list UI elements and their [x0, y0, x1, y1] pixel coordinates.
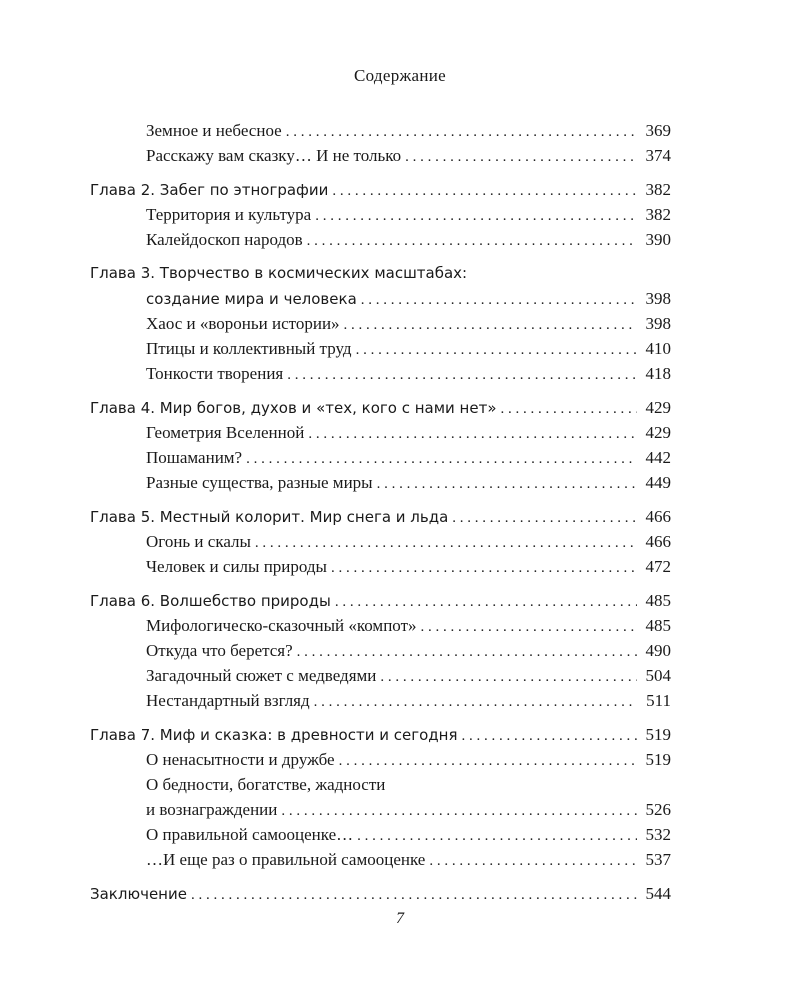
toc-entry: [90, 336, 671, 361]
toc-entry: [90, 822, 671, 847]
leader-dots: [461, 724, 637, 749]
leader-dots: [315, 204, 637, 229]
leader-dots: [421, 615, 638, 640]
toc-chapter: [90, 395, 671, 420]
toc-entry-page: 418: [645, 364, 671, 383]
toc-chapter: [90, 261, 671, 286]
toc-entry-title: Огонь и скалы: [146, 532, 251, 551]
toc-chapter: [90, 504, 671, 529]
toc-entry: [90, 445, 671, 470]
toc-entry-page: 410: [645, 339, 671, 358]
toc-entry-page: 526: [645, 800, 671, 819]
toc-entry: [90, 554, 671, 579]
toc-entry: [90, 529, 671, 554]
toc-entry-page: 382: [645, 205, 671, 224]
toc-entry-page: 472: [645, 557, 671, 576]
toc-chapter-continuation: [90, 286, 671, 311]
toc-chapter: [90, 722, 671, 747]
leader-dots: [281, 799, 637, 824]
toc-entry: [90, 688, 671, 713]
toc-entry-title: Человек и силы природы: [146, 557, 327, 576]
toc-entry-title: Откуда что берется?: [146, 641, 293, 660]
leader-dots: [314, 690, 637, 715]
toc-entry-page: 374: [645, 146, 671, 165]
toc-entry: [90, 143, 671, 168]
toc-conclusion: [90, 881, 671, 906]
page-number: 7: [396, 910, 404, 927]
table-of-contents: [90, 118, 671, 906]
toc-chapter-title: Глава 3. Творчество в космических масштабах:: [90, 264, 468, 282]
toc-entry: [90, 663, 671, 688]
leader-dots: [308, 422, 637, 447]
leader-dots: [307, 229, 637, 254]
toc-entry-title: Хаос и «вороньи истории»: [146, 314, 340, 333]
toc-entry-page: 369: [645, 121, 671, 140]
toc-chapter: [90, 588, 671, 613]
toc-entry-title: и вознаграждении: [146, 800, 278, 819]
toc-entry: [90, 311, 671, 336]
toc-chapter-title: Глава 2. Забег по этнографии: [90, 181, 329, 199]
toc-chapter-page: 544: [645, 884, 671, 903]
toc-entry-page: 504: [645, 666, 671, 685]
toc-entry-page: 449: [645, 473, 671, 492]
leader-dots: [501, 397, 638, 422]
leader-dots: [287, 363, 637, 388]
leader-dots: [361, 288, 637, 313]
toc-chapter-page: 485: [645, 591, 671, 610]
toc-chapter-page: 466: [645, 507, 671, 526]
leader-dots: [255, 531, 637, 556]
leader-dots: [286, 120, 637, 145]
toc-entry-page: 466: [645, 532, 671, 551]
page-header-title: Содержание: [353, 66, 447, 85]
toc-entry-page: 532: [645, 825, 671, 844]
toc-entry-title: Птицы и коллективный труд: [146, 339, 352, 358]
toc-entry-page: 429: [645, 423, 671, 442]
leader-dots: [246, 447, 637, 472]
toc-entry-title: О ненасытности и дружбе: [146, 750, 335, 769]
toc-entry: [90, 361, 671, 386]
toc-chapter: [90, 177, 671, 202]
toc-chapter-page: 519: [645, 725, 671, 744]
toc-chapter-title: Глава 7. Миф и сказка: в древности и сегодня: [90, 726, 458, 744]
toc-entry: [90, 227, 671, 252]
leader-dots: [339, 749, 637, 774]
toc-entry-title: Разные существа, разные миры: [146, 473, 373, 492]
toc-chapter-page: 382: [645, 180, 671, 199]
toc-entry-title: Загадочный сюжет с медведями: [146, 666, 377, 685]
toc-entry-continuation: [90, 797, 671, 822]
toc-entry: [90, 747, 671, 772]
toc-chapter-title: Глава 6. Волшебство природы: [90, 592, 331, 610]
toc-entry-page: 398: [645, 314, 671, 333]
leader-dots: [191, 883, 637, 908]
toc-entry: [90, 772, 671, 797]
toc-entry-title: Расскажу вам сказку… И не только: [146, 146, 402, 165]
leader-dots: [405, 145, 637, 170]
toc-entry-page: 511: [646, 691, 671, 710]
toc-entry-title: Геометрия Вселенной: [146, 423, 305, 442]
toc-entry-page: 390: [645, 230, 671, 249]
toc-entry-title: Тонкости творения: [146, 364, 284, 383]
leader-dots: [429, 849, 637, 874]
toc-entry-page: 519: [645, 750, 671, 769]
toc-entry-title: Территория и культура: [146, 205, 312, 224]
leader-dots: [377, 472, 637, 497]
leader-dots: [335, 590, 637, 615]
toc-entry-title: …И еще раз о правильной самооценке: [146, 850, 426, 869]
toc-entry-title: Калейдоскоп народов: [146, 230, 303, 249]
leader-dots: [357, 824, 637, 849]
toc-entry-title: О бедности, богатстве, жадности: [146, 775, 386, 794]
toc-entry: [90, 202, 671, 227]
toc-entry: [90, 613, 671, 638]
leader-dots: [297, 640, 637, 665]
toc-entry-title: Мифологическо-сказочный «компот»: [146, 616, 417, 635]
leader-dots: [380, 665, 637, 690]
toc-entry: [90, 638, 671, 663]
toc-entry-page: 442: [645, 448, 671, 467]
leader-dots: [331, 556, 637, 581]
toc-entry-title: Пошаманим?: [146, 448, 243, 467]
toc-entry-page: 490: [645, 641, 671, 660]
toc-chapter-title: создание мира и человека: [146, 290, 357, 308]
leader-dots: [452, 506, 637, 531]
toc-entry-title: Земное и небесное: [146, 121, 282, 140]
leader-dots: [356, 338, 637, 363]
toc-entry-page: 537: [645, 850, 671, 869]
toc-chapter-page: 398: [645, 289, 671, 308]
toc-entry: [90, 847, 671, 872]
leader-dots: [332, 179, 637, 204]
toc-entry-page: 485: [645, 616, 671, 635]
toc-entry: [90, 470, 671, 495]
toc-entry-title: Нестандартный взгляд: [146, 691, 310, 710]
toc-chapter-title: Заключение: [90, 885, 187, 903]
toc-chapter-title: Глава 5. Местный колорит. Мир снега и льда: [90, 508, 449, 526]
leader-dots: [344, 313, 637, 338]
toc-chapter-title: Глава 4. Мир богов, духов и «тех, кого с нами нет»: [90, 399, 497, 417]
toc-chapter-page: 429: [645, 398, 671, 417]
toc-entry: [90, 118, 671, 143]
toc-entry: [90, 420, 671, 445]
toc-entry-title: О правильной самооценке…: [146, 825, 354, 844]
